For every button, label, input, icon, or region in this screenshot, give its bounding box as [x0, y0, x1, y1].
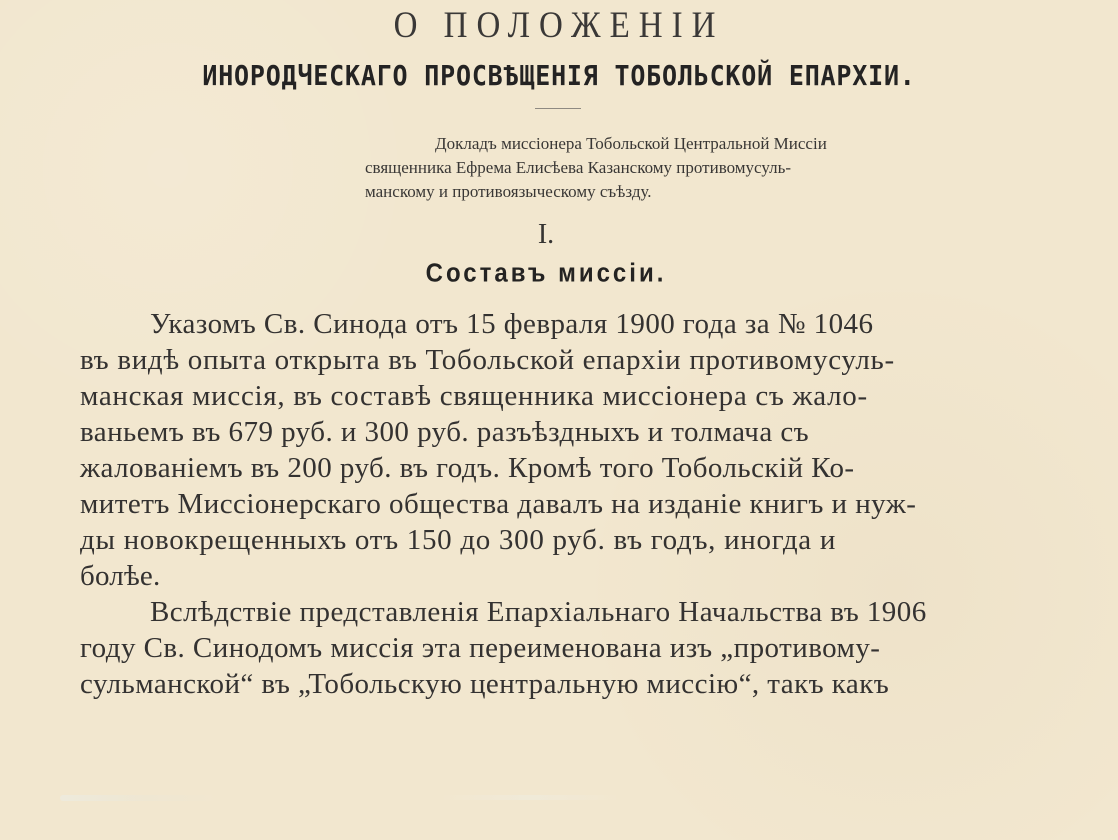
document-title-line-1: О ПОЛОЖЕНІИ — [393, 5, 725, 47]
section-heading: Составъ миссіи. — [425, 258, 667, 288]
paragraph-1-line: ваньемъ въ 679 руб. и 300 руб. разъѣздныхъ и толмача съ — [80, 416, 810, 448]
paragraph-1-line: митетъ Миссіонерскаго общества давалъ на изданіе книгъ и нуж- — [80, 488, 917, 520]
report-note-line: манскому и противоязыческому съѣзду. — [365, 182, 652, 201]
paragraph-1-line: въ видѣ опыта открыта въ Тобольской епархіи противомусуль- — [80, 344, 895, 376]
paragraph-2-line: Вслѣдствіе представленія Епархіальнаго Начальства въ 1906 — [150, 596, 927, 628]
paper-smudge — [440, 795, 620, 800]
paragraph-1-line: Указомъ Св. Синода отъ 15 февраля 1900 года за № 1046 — [150, 308, 874, 340]
report-note — [365, 132, 1015, 204]
report-note-line: Докладъ миссіонера Тобольской Центральной Миссіи — [435, 134, 827, 153]
section-number: I. — [537, 219, 555, 250]
document-body — [80, 306, 1020, 702]
paragraph-2-line: сульманской“ въ „Тобольскую центральную миссію“, такъ какъ — [80, 668, 890, 700]
title-separator-rule — [535, 108, 581, 109]
paragraph-2-line: году Св. Синодомъ миссія эта переименована изъ „противому- — [80, 632, 881, 664]
report-note-line: священника Ефрема Елисѣева Казанскому противомусуль- — [365, 158, 792, 177]
document-title-line-2: ИНОРОДЧЕСКАГО ПРОСВѢЩЕНІЯ ТОБОЛЬСКОЙ ЕПАРХІИ. — [202, 59, 916, 92]
paragraph-1-line: манская миссія, въ составѣ священника миссіонера съ жало- — [80, 380, 868, 412]
paper-smudge — [60, 795, 220, 801]
paragraph-1-line: болѣе. — [80, 560, 161, 592]
paragraph-1-line: жалованіемъ въ 200 руб. въ годъ. Кромѣ того Тобольскій Ко- — [80, 452, 855, 484]
paragraph-1-line: ды новокрещенныхъ отъ 150 до 300 руб. въ годъ, иногда и — [80, 524, 837, 556]
